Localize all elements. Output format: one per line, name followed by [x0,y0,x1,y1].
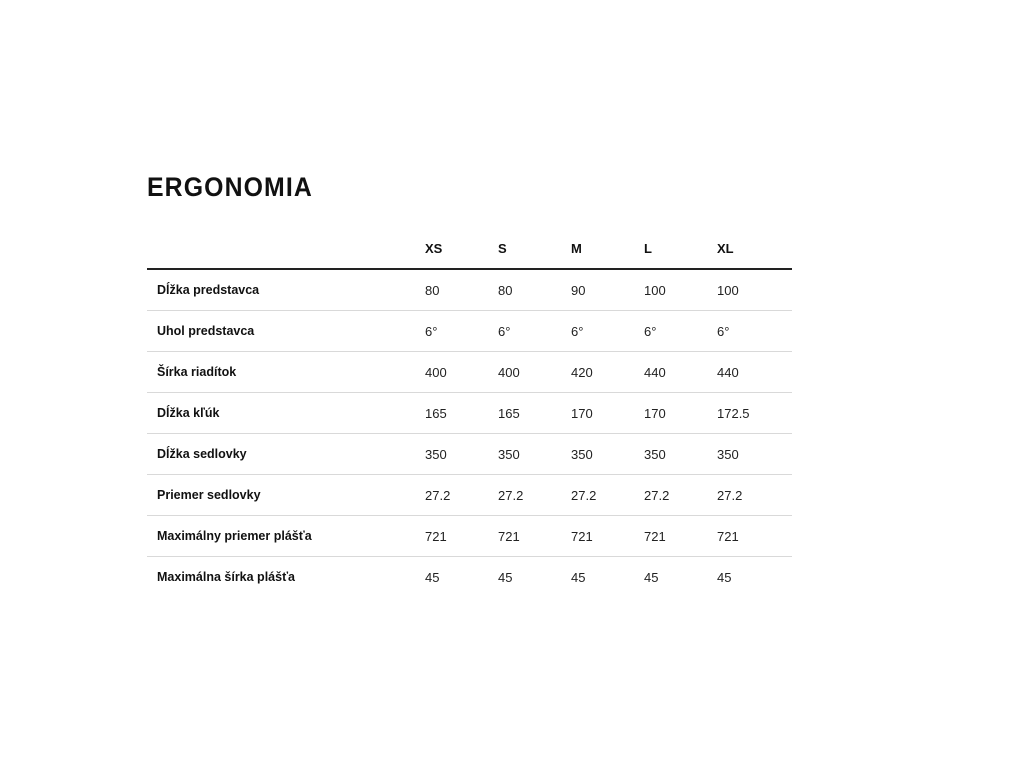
row-label: Dĺžka sedlovky [147,434,425,475]
size-header-l: L [644,228,717,269]
table-cell: 721 [498,516,571,557]
size-header-xl: XL [717,228,792,269]
table-row [147,352,792,393]
table-cell: 6° [717,311,792,352]
table-cell: 90 [571,269,644,311]
row-label: Priemer sedlovky [147,475,425,516]
table-cell: 721 [571,516,644,557]
table-cell: 100 [717,269,792,311]
table-cell: 172.5 [717,393,792,434]
table-cell: 721 [425,516,498,557]
row-label: Maximálny priemer plášťa [147,516,425,557]
header-label-cell [147,228,425,269]
size-header-xs: XS [425,228,498,269]
table-cell: 350 [644,434,717,475]
table-cell: 165 [425,393,498,434]
table-cell: 27.2 [644,475,717,516]
table-cell: 350 [425,434,498,475]
table-cell: 721 [644,516,717,557]
table-cell: 45 [425,569,440,585]
table-row [147,311,792,352]
table-cell: 170 [571,393,644,434]
table-cell: 100 [644,269,717,311]
row-label: Dĺžka kľúk [147,393,425,434]
row-label: Uhol predstavca [147,311,425,352]
table-row [147,269,792,311]
table-row [147,516,792,557]
table-cell: 400 [498,352,571,393]
table-cell: 420 [571,352,644,393]
table-cell: 45 [717,569,732,585]
table-cell: 27.2 [425,475,498,516]
table-cell: 80 [425,269,498,311]
table-cell: 45 [498,569,513,585]
table-cell: 440 [717,352,792,393]
table-header-row [147,228,792,269]
table-cell: 350 [717,434,792,475]
table-cell: 350 [571,434,644,475]
table-cell: 721 [717,516,792,557]
table-cell: 27.2 [717,475,792,516]
table-row [147,475,792,516]
table-cell: 27.2 [498,475,571,516]
table-row [147,393,792,434]
table-row [147,557,792,598]
ergonomics-table [147,228,792,597]
table-cell: 6° [644,311,717,352]
table-cell: 80 [498,269,571,311]
table-cell: 440 [644,352,717,393]
table-cell: 350 [498,434,571,475]
table-cell: 400 [425,352,498,393]
table-cell: 170 [644,393,717,434]
row-label: Dĺžka predstavca [147,269,425,311]
table-cell: 45 [644,569,659,585]
table-cell: 27.2 [571,475,644,516]
table-cell: 6° [571,311,644,352]
table-row [147,434,792,475]
table-cell: 6° [425,311,498,352]
page-title: ERGONOMIA [147,172,313,202]
row-label: Šírka riadítok [147,352,425,393]
size-header-m: M [571,228,644,269]
row-label: Maximálna šírka plášťa [157,570,296,584]
size-header-s: S [498,228,571,269]
table-cell: 165 [498,393,571,434]
table-cell: 45 [571,569,586,585]
table-cell: 6° [498,311,571,352]
